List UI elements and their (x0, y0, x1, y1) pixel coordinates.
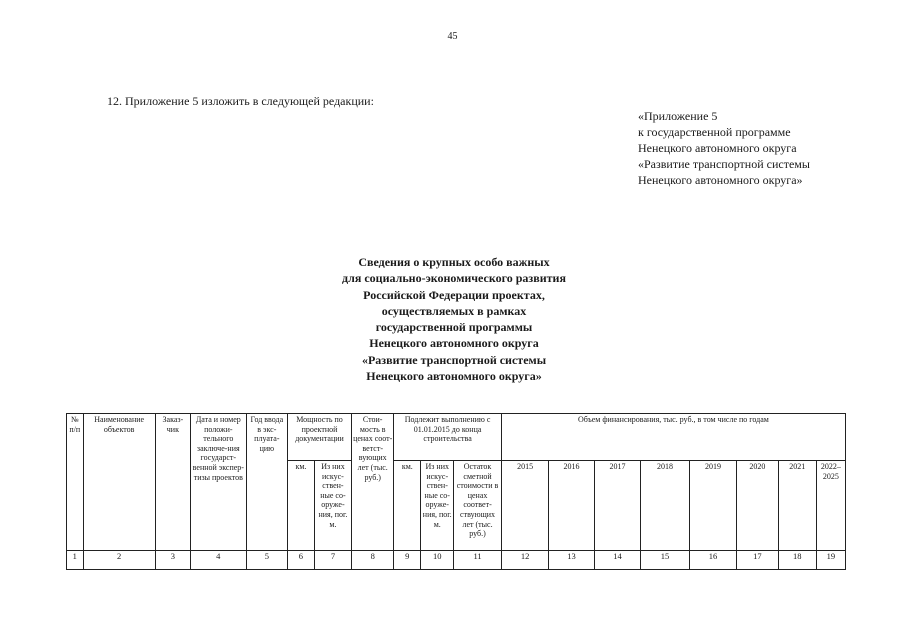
title-line: Российской Федерации проектах, (363, 287, 545, 302)
header-cost: Стои-мость в ценах соот-ветст-вующих лет (тыс. руб.) (352, 414, 394, 551)
year-header: 2017 (594, 461, 640, 551)
appendix-line: к государственной программе (638, 125, 791, 139)
subheader-km: км. (288, 461, 315, 551)
subheader-artificial-structures: Из них искус-ствен-ные со-оруже-ния, пог. м. (314, 461, 351, 551)
column-number: 10 (421, 551, 454, 570)
header-expertise-date: Дата и номер положи-тельного заключе-ния государст-венной экспер-тизы проектов (190, 414, 246, 551)
header-to-complete: Подлежит выполнению с 01.01.2015 до конца строительства (394, 414, 501, 461)
year-header: 2016 (549, 461, 594, 551)
appendix-line: Ненецкого автономного округа (638, 141, 797, 155)
appendix-reference (638, 108, 810, 188)
column-number: 8 (352, 551, 394, 570)
column-number: 5 (246, 551, 287, 570)
year-header: 2018 (641, 461, 690, 551)
column-number: 16 (689, 551, 737, 570)
title-line: осуществляемых в рамках (381, 303, 527, 318)
appendix-line: «Развитие транспортной системы (638, 157, 810, 171)
column-number: 3 (155, 551, 190, 570)
header-name: Наименование объектов (83, 414, 155, 551)
column-number: 15 (641, 551, 690, 570)
year-header: 2022–2025 (816, 461, 845, 551)
column-number: 11 (454, 551, 502, 570)
column-number: 1 (67, 551, 84, 570)
document-title (254, 254, 654, 384)
year-header: 2019 (689, 461, 737, 551)
header-capacity: Мощность по проектной документации (288, 414, 352, 461)
column-number: 9 (394, 551, 421, 570)
header-commission-year: Год ввода в экс-плуата-цию (246, 414, 287, 551)
year-header: 2020 (737, 461, 778, 551)
header-number: № п/п (67, 414, 84, 551)
subheader-artificial-structures: Из них искус-ствен-ные со-оруже-ния, пог. м. (421, 461, 454, 551)
column-number-row (67, 551, 846, 570)
title-line: Ненецкого автономного округа» (366, 369, 542, 384)
column-number: 13 (549, 551, 594, 570)
title-line: для социально-экономического развития (342, 271, 566, 286)
column-number: 19 (816, 551, 845, 570)
column-number: 7 (314, 551, 351, 570)
header-customer: Заказ-чик (155, 414, 190, 551)
page-number: 45 (447, 31, 458, 42)
column-number: 2 (83, 551, 155, 570)
year-header: 2021 (778, 461, 816, 551)
title-line: «Развитие транспортной системы (361, 352, 547, 367)
header-funding: Объем финансирования, тыс. руб., в том числе по годам (501, 414, 845, 461)
column-number: 4 (190, 551, 246, 570)
title-line: Ненецкого автономного округа (369, 336, 539, 351)
instruction-text: 12. Приложение 5 изложить в следующей редакции: (107, 94, 374, 108)
projects-table (66, 413, 846, 570)
appendix-line: «Приложение 5 (638, 109, 718, 123)
column-number: 12 (501, 551, 549, 570)
title-line: государственной программы (375, 320, 533, 335)
column-number: 6 (288, 551, 315, 570)
subheader-km: км. (394, 461, 421, 551)
appendix-line: Ненецкого автономного округа» (638, 173, 803, 187)
column-number: 18 (778, 551, 816, 570)
column-number: 14 (594, 551, 640, 570)
column-number: 17 (737, 551, 778, 570)
year-header: 2015 (501, 461, 549, 551)
subheader-remaining-cost: Остаток сметной стоимости в ценах соответ-ствующих лет (тыс. руб.) (454, 461, 502, 551)
header-row-top (67, 414, 846, 461)
title-line: Сведения о крупных особо важных (358, 255, 550, 269)
